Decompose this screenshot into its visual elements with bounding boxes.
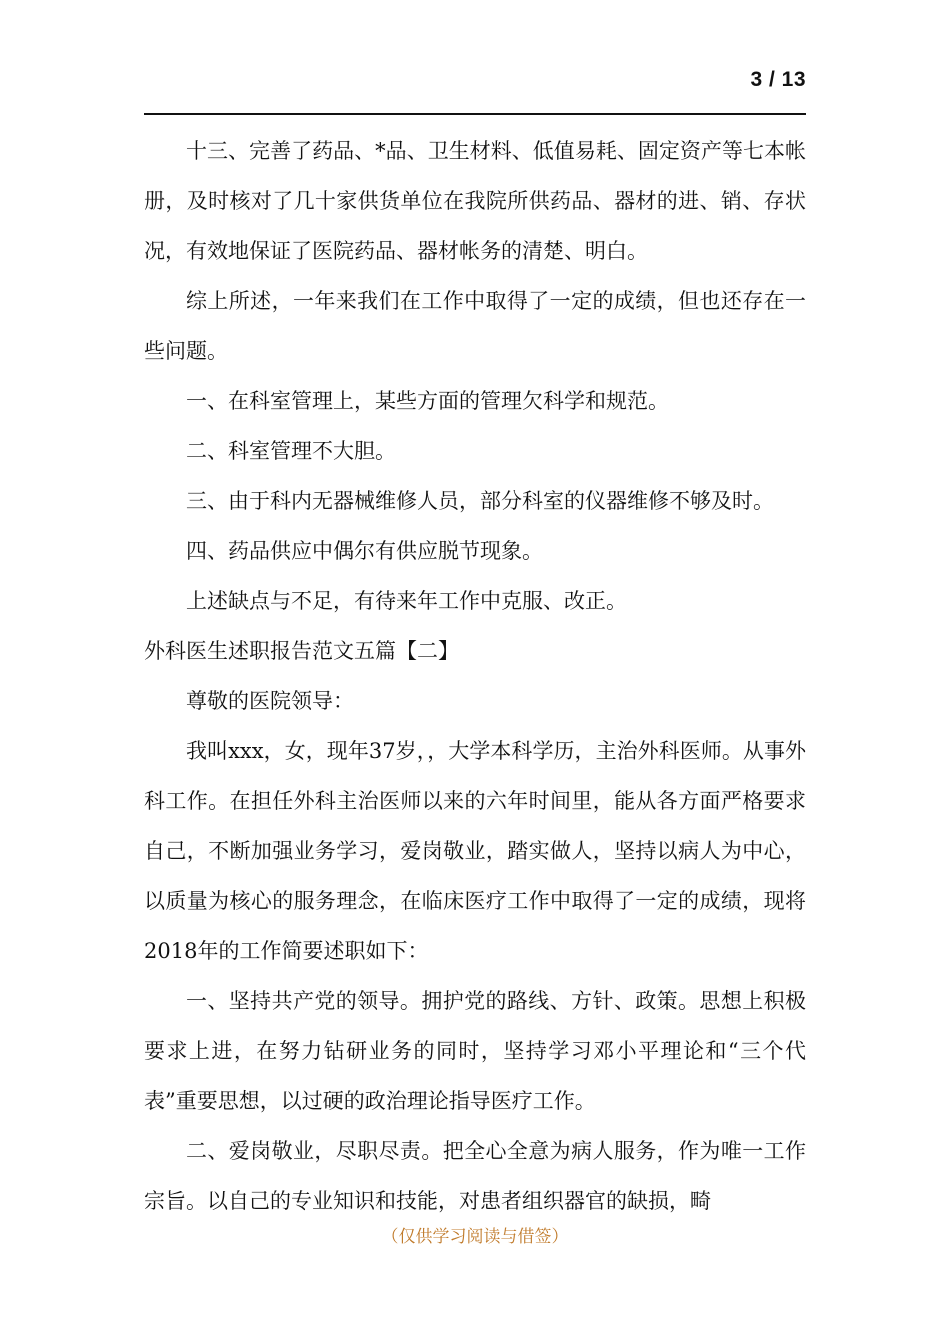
paragraph: 我叫xxx，女，现年37岁，，大学本科学历，主治外科医师。从事外科工作。在担任外科主治医师以来的六年时间里，能从各方面严格要求自己，不断加强业务学习，爱岗敬业，踏实做人，坚持以病人为中心，以质量为核心的服务理念，在临床医疗工作中取得了一定的成绩，现将2018年的工作简要述职如下： (144, 739, 806, 963)
paragraph: 四、药品供应中偶尔有供应脱节现象。 (186, 539, 543, 563)
page-number: 3 / 13 (750, 68, 806, 91)
salutation: 尊敬的医院领导： (186, 689, 354, 713)
header-divider (144, 113, 806, 115)
paragraph: 综上所述，一年来我们在工作中取得了一定的成绩，但也还存在一些问题。 (144, 289, 806, 363)
paragraph: 二、科室管理不大胆。 (186, 439, 396, 463)
paragraph: 上述缺点与不足，有待来年工作中克服、改正。 (186, 589, 627, 613)
footer-note: （仅供学习阅读与借签） (381, 1227, 569, 1247)
paragraph: 二、爱岗敬业，尽职尽责。把全心全意为病人服务，作为唯一工作宗旨。以自己的专业知识和技能，对患者组织器官的缺损，畸 (144, 1139, 806, 1213)
document-body (144, 126, 806, 1226)
section-heading: 外科医生述职报告范文五篇【二】 (144, 639, 459, 663)
paragraph: 一、坚持共产党的领导。拥护党的路线、方针、政策。思想上积极要求上进，在努力钻研业务的同时，坚持学习邓小平理论和“三个代表”重要思想，以过硬的政治理论指导医疗工作。 (144, 989, 806, 1113)
paragraph: 一、在科室管理上，某些方面的管理欠科学和规范。 (186, 389, 669, 413)
paragraph: 三、由于科内无器械维修人员，部分科室的仪器维修不够及时。 (186, 489, 774, 513)
paragraph: 十三、完善了药品、*品、卫生材料、低值易耗、固定资产等七本帐册，及时核对了几十家供货单位在我院所供药品、器材的进、销、存状况，有效地保证了医院药品、器材帐务的清楚、明白。 (144, 139, 806, 263)
